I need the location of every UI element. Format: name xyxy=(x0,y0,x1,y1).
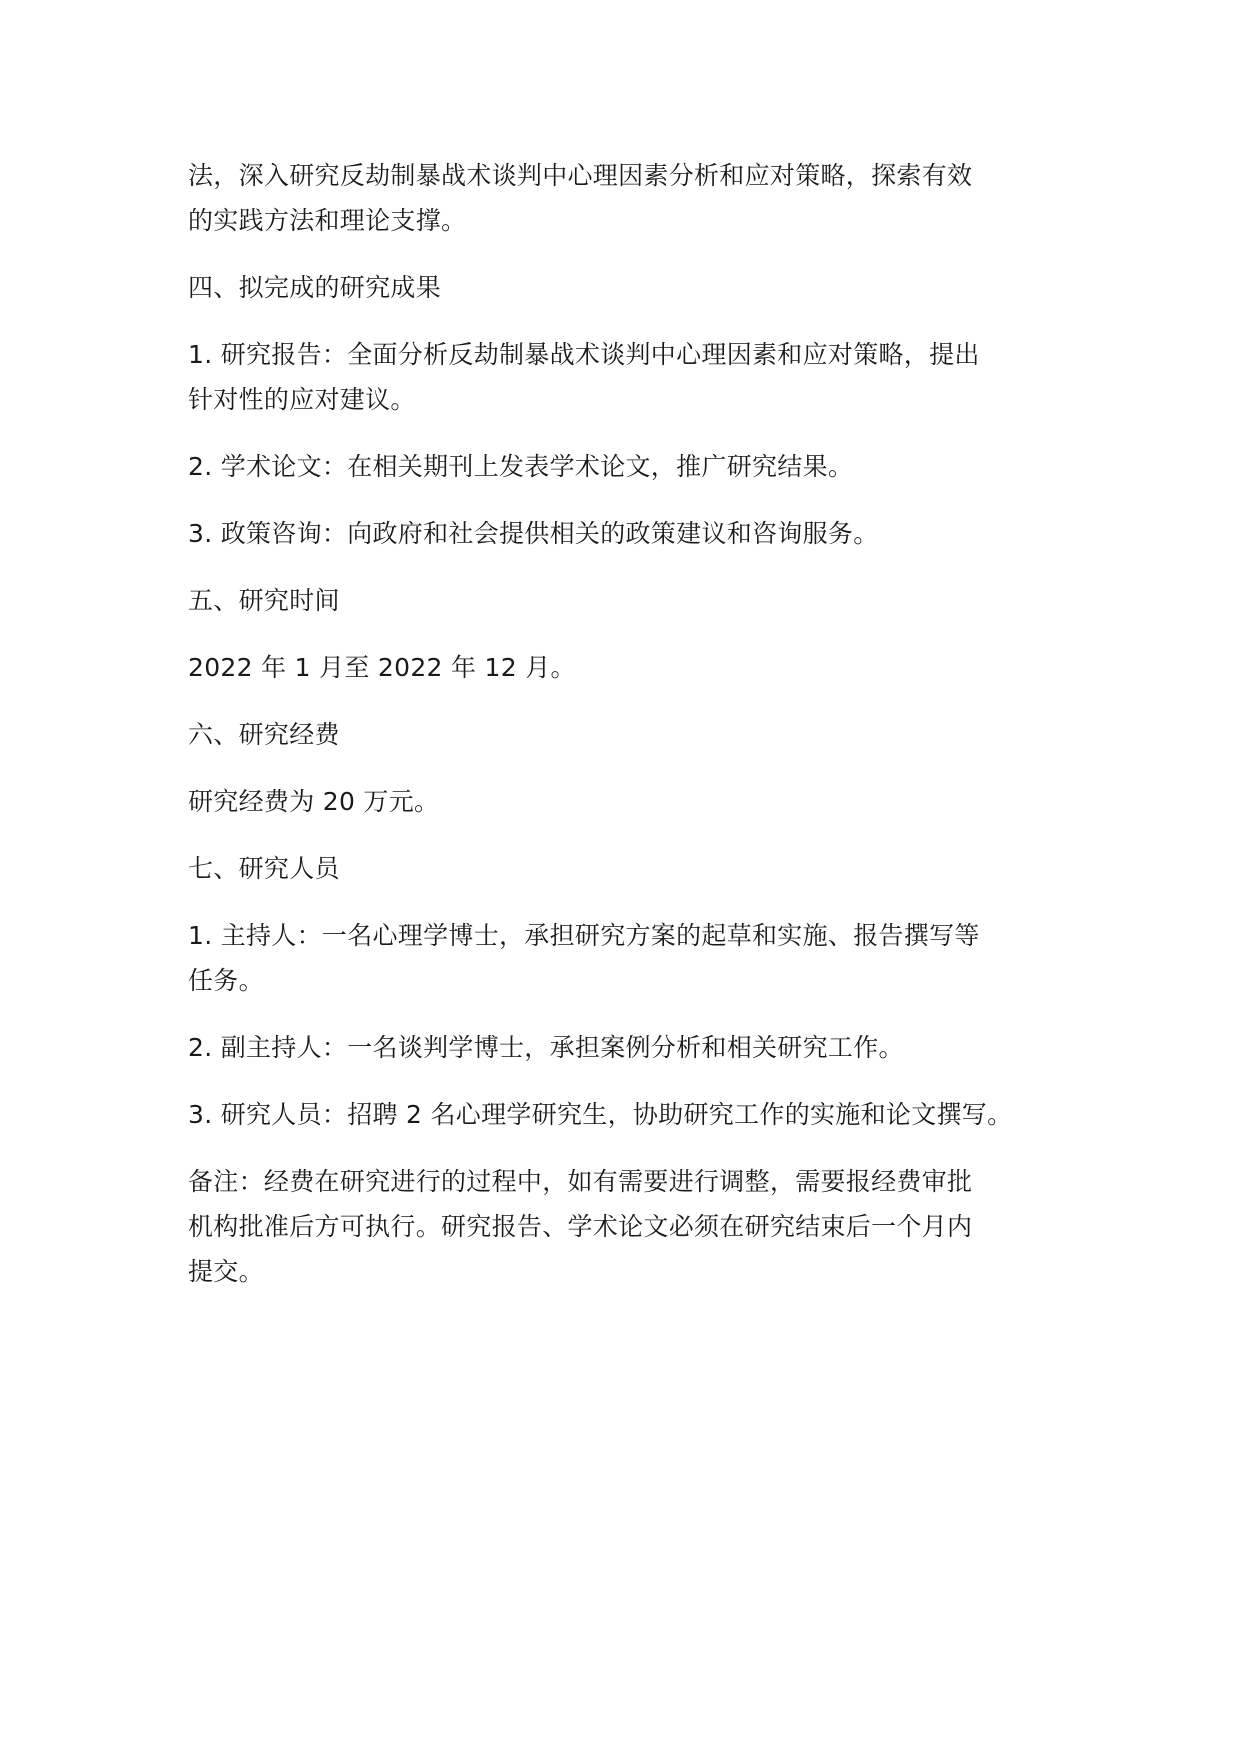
heading-text: 七、研究人员 xyxy=(188,854,340,883)
text-line: 3. 政策咨询：向政府和社会提供相关的政策建议和咨询服务。 xyxy=(188,519,879,548)
paragraph-methods-continuation xyxy=(188,153,1088,243)
heading-text: 四、拟完成的研究成果 xyxy=(188,273,442,302)
text-line: 的实践方法和理论支撑。 xyxy=(188,206,467,235)
text-line: 2. 学术论文：在相关期刊上发表学术论文，推广研究结果。 xyxy=(188,452,854,481)
paragraph-research-funding xyxy=(188,779,1088,824)
text-line: 机构批准后方可执行。研究报告、学术论文必须在研究结束后一个月内 xyxy=(188,1212,973,1241)
section-heading-expected-results xyxy=(188,265,1088,310)
text-line: 2. 副主持人：一名谈判学博士，承担案例分析和相关研究工作。 xyxy=(188,1033,904,1062)
heading-text: 五、研究时间 xyxy=(188,586,340,615)
text-line: 法，深入研究反劫制暴战术谈判中心理因素分析和应对策略，探索有效 xyxy=(188,161,973,190)
list-item-host xyxy=(188,913,1088,1003)
list-item-research-report xyxy=(188,332,1088,422)
document-body xyxy=(188,153,1088,1316)
text-line: 任务。 xyxy=(188,966,264,995)
list-item-deputy-host xyxy=(188,1025,1088,1070)
list-item-academic-paper xyxy=(188,444,1088,489)
paragraph-remarks xyxy=(188,1159,1088,1294)
list-item-policy-consulting xyxy=(188,511,1088,556)
paragraph-research-time xyxy=(188,645,1088,690)
list-item-researchers xyxy=(188,1092,1088,1137)
text-line: 研究经费为 20 万元。 xyxy=(188,787,440,816)
text-line: 1. 主持人：一名心理学博士，承担研究方案的起草和实施、报告撰写等 xyxy=(188,921,980,950)
text-line: 提交。 xyxy=(188,1257,264,1286)
section-heading-research-time xyxy=(188,578,1088,623)
text-line: 备注：经费在研究进行的过程中，如有需要进行调整，需要报经费审批 xyxy=(188,1167,973,1196)
text-line: 1. 研究报告：全面分析反劫制暴战术谈判中心理因素和应对策略，提出 xyxy=(188,340,980,369)
heading-text: 六、研究经费 xyxy=(188,720,340,749)
text-line: 3. 研究人员：招聘 2 名心理学研究生，协助研究工作的实施和论文撰写。 xyxy=(188,1100,1013,1129)
text-line: 针对性的应对建议。 xyxy=(188,385,416,414)
text-line: 2022 年 1 月至 2022 年 12 月。 xyxy=(188,653,576,682)
section-heading-research-funding xyxy=(188,712,1088,757)
section-heading-research-staff xyxy=(188,846,1088,891)
